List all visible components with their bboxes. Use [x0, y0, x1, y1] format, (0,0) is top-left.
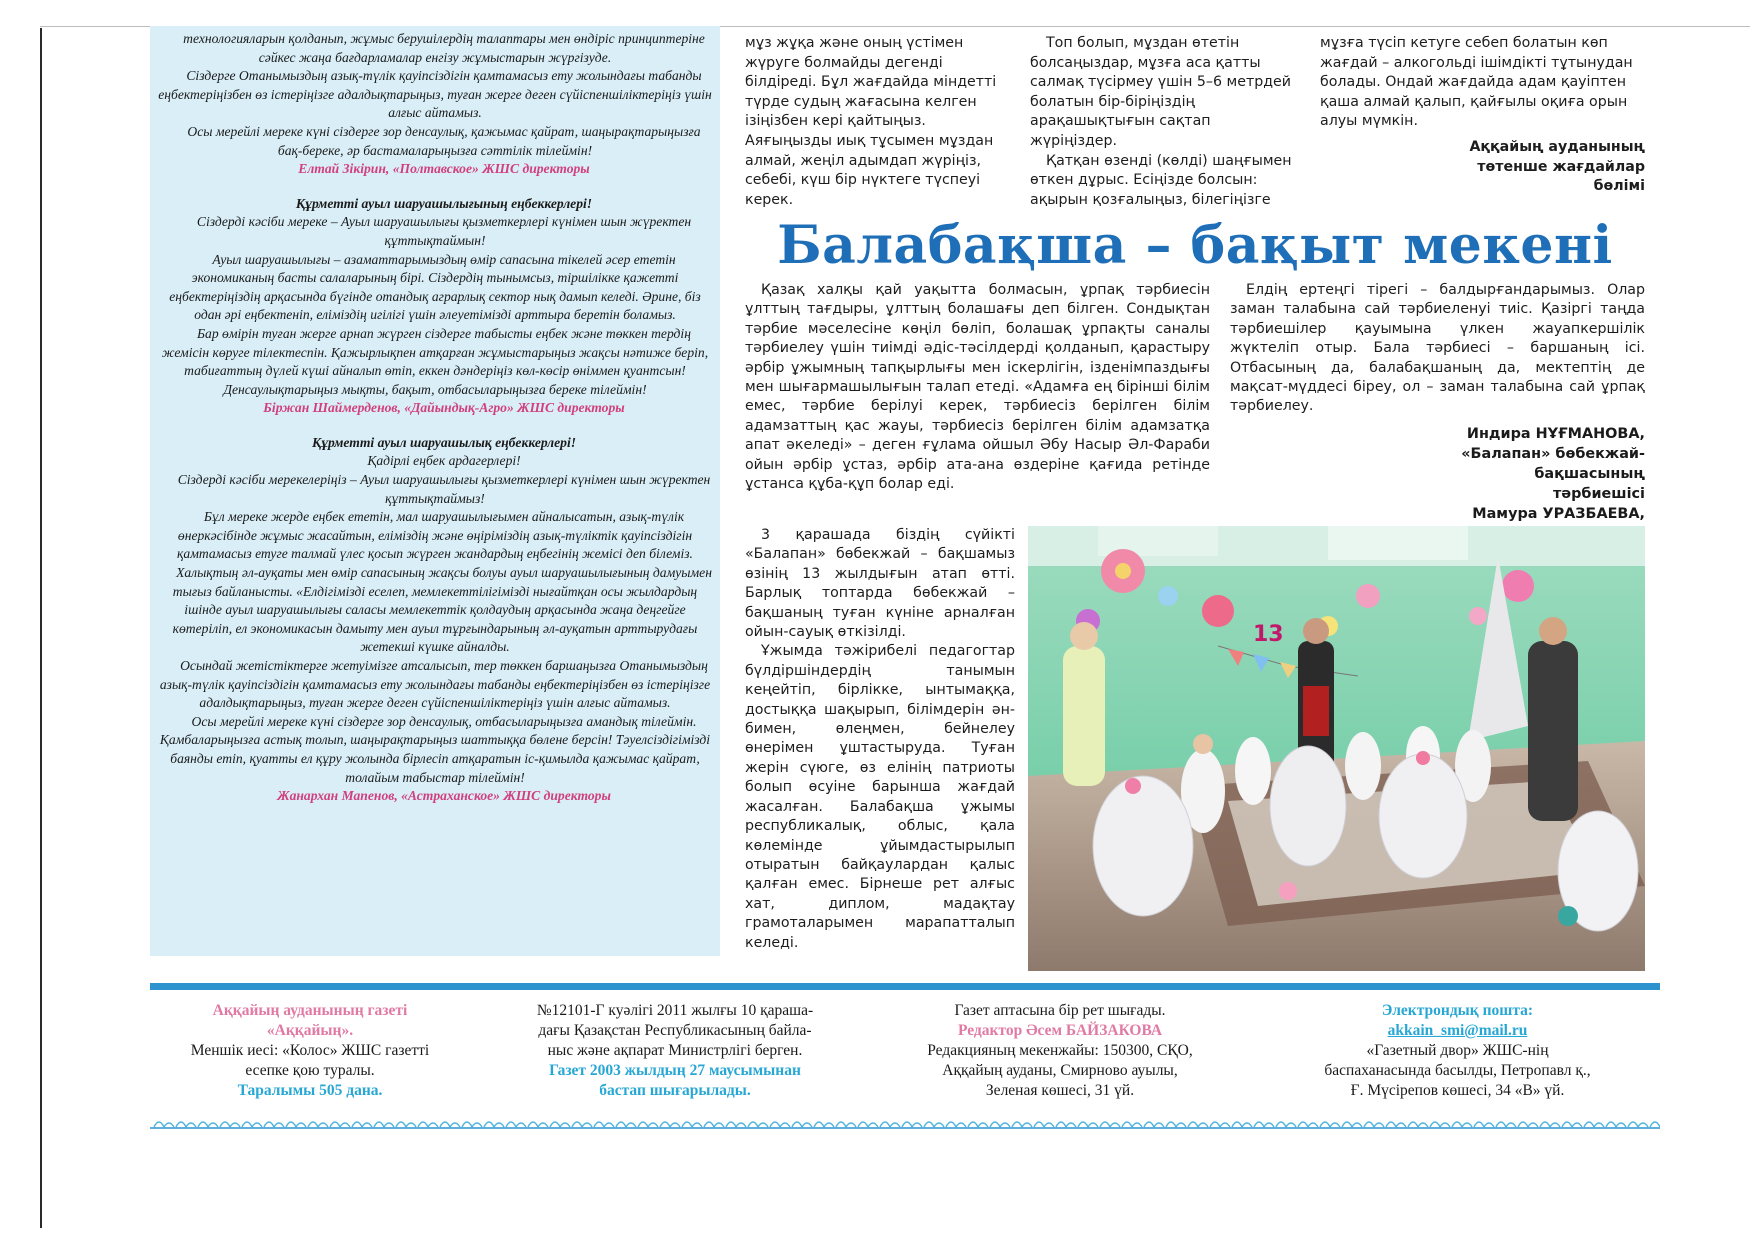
- footer-column-3: [875, 1001, 1245, 1101]
- greeting-signature: Елтай Зікірин, «Полтавское» ЖШС директоры: [298, 161, 590, 177]
- greeting-text: Сіздерге Отанымыздың азық-түлік қауіпсіздігін қамтамасыз ету жолындағы табанды еңбектеріңізбен өз істеріңізге адалдықтарыңыз, туған жерге деген сүйіспеншіліктеріңіз үшін алғыс айтамыз.: [158, 68, 712, 121]
- footer-printer: Ғ. Мүсірепов көшесі, 34 «В» үй.: [1350, 1082, 1565, 1099]
- greeting-text: Сіздерді кәсіби мереке – Ауыл шаруашылығы қызметкерлері күнімен шын жүректен құттықтаймын!: [196, 214, 692, 248]
- footer-printer: баспаханасында басылды, Петропавл қ.,: [1324, 1062, 1591, 1079]
- newspaper-page: [150, 26, 1660, 1166]
- greeting-text: Осы мерейлі мереке күні сіздерге зор денсаулық, отбасыларыңызға амандық тілеймін. Қамбаларыңызға астық толып, шаңырақтарыңыз шаттыққа бөлене берсін! Тәуелсіздігімізді баянды етіп, қуатты ел құру жолында бірлесіп атқаратын іс-қимылда қажымас қайрат, толайым табыстар тілеймін!: [159, 713, 711, 785]
- ice-article-text: Қатқан өзенді (көлді) шаңғымен өткен дұрыс. Есіңізде болсын: ақырын қозғалыңыз, білегіңізге: [1030, 152, 1292, 208]
- author-line: тәрбиешісі: [1553, 486, 1645, 502]
- ice-article-text: мұз жұқа және оның үстімен жүруге болмайды дегенді білдіреді. Бұл жағдайда міндетті түрде судың жағасына келген ізіңізбен кері қайтыңыз. Аяғыңызды иық тұсымен мұздан алмай, жеңіл адымдап жүріңіз, себебі, күш бір нүктеге түспеуі керек.: [745, 35, 997, 208]
- greeting-text: Сіздерді кәсіби мерекелеріңіз – Ауыл шаруашылығы қызметкерлері күнімен шын жүректен құттықтаймыз!: [177, 472, 711, 506]
- greeting-text: Халықтың әл-ауқаты мен өмір сапасының жақсы болуы ауыл шаруашылығының дамуымен тығыз байланысты. «Елдігімізді еселеп, мемлекеттілігімізді нығайтқан осы жылдардың ішінде ауыл шаруашылығы саласы мемлекеттік қолдаудың арқасында жаңа деңгейге көтеріліп, ел экономикасын дамыту мен ауыл тұрғындарының әл-ауқатын арттырудағы жетекші күшке айналды.: [172, 565, 712, 655]
- ice-article-signature: Аққайың ауданының: [1469, 138, 1645, 155]
- ice-article-text: мұзға түсіп кетуге себеп болатын көп жағдай – алкогольді ішімдікті тұтынудан болады. Ондай жағдайда адам қауіптен қаша алмай қалып, қайғылы оқиға орын алуы мүмкін.: [1320, 35, 1633, 130]
- greeting-text: Қадірлі еңбек ардагерлері!: [367, 453, 521, 469]
- footer-address: Редакцияның мекенжайы: 150300, СҚО,: [927, 1042, 1193, 1059]
- author-line: Индира НҰҒМАНОВА,: [1466, 426, 1645, 442]
- footer-newspaper-name: Аққайың ауданының газеті: [212, 1002, 408, 1019]
- footer-email-link[interactable]: akkain_smi@mail.ru: [1387, 1022, 1528, 1039]
- article-paragraph: Қазақ халқы қай уақытта болмасын, ұрпақ тәрбиесін ұлттың тағдыры, ұлттың болашағы деп білген. Сондықтан тәрбие мәселесіне көңіл бөліп, болашақ ұрпақты саналы тәрбиелеу үшін тиімді әдіс-тәсілдерді қолданып, қарастыру әрбір ұжымның тапқырлығы мен іскерлігін, ізденімпаздығы мен шығармашылығын талап етеді. «Адамға ең бірінші білім емес, тәрбие берілуі керек, тәрбиесіз берілген білім адамзаттың қас жауы, тәрбиесіз берілген білім адамзатқа апат әкеледі» – деген ғұлама ойшыл Әбу Насыр Әл-Фараби ойын әрбір ұстаз, әрбір ата-ана өздеріне қағида ретінде ұстанса құба-құп болар еді.: [745, 282, 1210, 493]
- greeting-text: Бұл мереке жерде еңбек ететін, мал шаруашылығымен айналысатын, азық-түлік өнеркәсібінде жұмыс жасайтын, еліміздің және өңіріміздің азық-түліктік қауіпсіздігін қамтамасыз етуге талмай үлес қосып жүрген жандардың еңбегінің жемісі деп білеміз.: [177, 509, 693, 562]
- kindergarten-photo: [1028, 526, 1645, 971]
- ice-article-signature: бөлімі: [1593, 178, 1645, 195]
- ice-article-signature: төтенше жағдайлар: [1477, 158, 1645, 175]
- footer-printer: «Газетный двор» ЖШС-нің: [1366, 1042, 1549, 1059]
- footer-column-4: [1255, 1001, 1660, 1101]
- greeting-text: Бар өмірін туған жерге арнап жүрген сіздерге табысты еңбек және төккен тердің жемісін көруге тілектеспін. Қажырлықпен атқарған жұмыстарыңыз жақсы нәтиже беріп, табиғаттың дүлей күші айналып өтіп, еккен дәндеріңіз көл-көсір өніммен қуантсын! Денсаулықтарыңыз мықты, бақыт, отбасыларыңызға береке тілеймін!: [161, 325, 709, 397]
- footer-address: Зеленая көшесі, 31 үй.: [985, 1082, 1135, 1099]
- footer-column-1: [150, 1001, 470, 1101]
- article-body-left: [745, 281, 1210, 494]
- article-paragraph: 3 қарашада біздің сүйікті «Балапан» бөбекжай – бақшамыз өзінің 13 жылдығын атап өтті. Барлық топтарда бөбекжай – бақшаның туған күніне арналған ойын-сауық өткізілді.: [745, 527, 1015, 641]
- footer-since: бастап шығарылады.: [599, 1082, 751, 1099]
- ice-article-col2: [1030, 34, 1300, 210]
- greeting-text: Осындай жетістіктерге жетуімізге атсалысып, тер төккен баршаңызға Отанымыздың азық-түлік қауіпсіздігін қамтамасыз ету жолындағы табанды еңбектеріңізбен өз істеріңізге адалдықтарыңыз, туған жерге деген сүйіспеншіліктеріңіз үшін алғыс айтамыз.: [159, 658, 711, 711]
- author-line: Мамура УРАЗБАЕВА,: [1472, 506, 1645, 522]
- footer-ornament: [150, 1116, 1660, 1130]
- greeting-text: Осы мерейлі мереке күні сіздерге зор денсаулық, қажымас қайрат, шаңырақтарыңызға бақ-береке, әр бастамаларыңызға сәттілік тілеймін!: [187, 123, 701, 158]
- footer-divider: [150, 983, 1660, 990]
- article-paragraph: Елдің ертеңгі тірегі – балдырғандарымыз. Олар заман талабына сай тәрбиеленуі тиіс. Қазіргі таңда тәрбиешілер қауымына үлкен жауапкершілік жүктеліп отыр. Бала тәрбиесі – баршаның ісі. Отбасының да, балабақшаның да, мектептің де мақсат-мүддесі біреу, ол – заман талабына сай ұрпақ тәрбиелеу.: [1230, 282, 1645, 415]
- article-body-right: [1230, 281, 1645, 417]
- greeting-heading: Құрметті ауыл шаруашылық еңбеккерлері!: [311, 434, 577, 450]
- footer-address: Аққайың ауданы, Смирново ауылы,: [942, 1062, 1178, 1079]
- article-body-narrow: [745, 526, 1015, 953]
- ice-article-text: Топ болып, мұздан өтетін болсаңыздар, мұзға аса қатты салмақ түсірмеу үшін 5–6 метрдей болатын бір-біріңіздің арақашықтығын сақтап жүріңіздер.: [1030, 35, 1292, 149]
- greeting-heading: Құрметті ауыл шаруашылығының еңбеккерлері!: [295, 195, 593, 211]
- article-headline: Балабақша – бақыт мекені: [777, 215, 1613, 276]
- greeting-signature: Біржан Шаймерденов, «Дайындық-Агро» ЖШС директоры: [263, 400, 625, 416]
- footer-certificate: №12101-Г куәлігі 2011 жылғы 10 қараша-: [536, 1002, 814, 1019]
- footer-circulation: Таралымы 505 дана.: [237, 1082, 383, 1099]
- photo-number-label: 13: [1253, 622, 1284, 647]
- kindergarten-photo-image: [1028, 526, 1645, 971]
- footer-since: Газет 2003 жылдың 27 маусымынан: [549, 1062, 801, 1079]
- footer-owner: Меншік иесі: «Колос» ЖШС газетті: [190, 1042, 430, 1059]
- article-paragraph: Ұжымда тәжірибелі педагогтар бүлдіршіндердің танымын кеңейтіп, бірлікке, ынтымаққа, достыққа шақырып, білімдерін ән-бимен, өлеңмен, бейнелеу өнерімен ұштастыруда. Туған жерін сүюге, өз елінің патриоты болып өсуіне барынша жағдай жасалған. Балабақша ұжымы республикалық, облыс, қала көлемінде ұйымдастырылып отыратын байқаулардан қалыс қалған емес. Бірнеше рет алғыс хат, диплом, мадақтау грамоталарымен марапатталып келеді.: [745, 643, 1015, 951]
- footer-column-2: [480, 1001, 870, 1101]
- greeting-signature: Жанархан Мапенов, «Астраханское» ЖШС директоры: [277, 788, 611, 804]
- greetings-column: [150, 26, 720, 956]
- footer-email-label: Электрондық пошта:: [1381, 1002, 1534, 1019]
- greeting-text: Ауыл шаруашылығы – азаматтарымыздың өмір сапасына тікелей әсер ететін экономиканың басты салаларының бірі. Сіздердің тынымсыз, тіршілікке қажетті еңбектеріңіздің арқасында бүгінде отандық аграрлық сектор нық дамып келеді. Әрине, біз одан әрі еңбектеніп, еліміздің игілігі үшін әлеуетімізді арттыра беретін боламыз.: [169, 251, 701, 323]
- scan-left-edge: [40, 28, 42, 1228]
- footer-owner: есепке қою туралы.: [245, 1062, 375, 1079]
- footer-certificate: ныс және ақпарат Министрлігі берген.: [547, 1042, 803, 1059]
- ice-article-col3: [1320, 34, 1645, 197]
- footer-frequency: Газет аптасына бір рет шығады.: [954, 1002, 1166, 1019]
- greeting-text: технологияларын қолданып, жұмыс берушілердің талаптары мен өндіріс принциптеріне сәйкес жаңа бағдарламалар енгізу жұмыстарын жүргізуде.: [183, 31, 705, 65]
- footer-newspaper-name: «Аққайың».: [266, 1022, 354, 1039]
- author-line: «Балапан» бөбекжай-бақшасының: [1461, 446, 1645, 482]
- footer-certificate: дағы Қазақстан Республикасының байла-: [538, 1022, 812, 1039]
- ice-article-col1: [745, 34, 1010, 210]
- footer-editor: Редактор Әсем БАЙЗАКОВА: [957, 1022, 1163, 1039]
